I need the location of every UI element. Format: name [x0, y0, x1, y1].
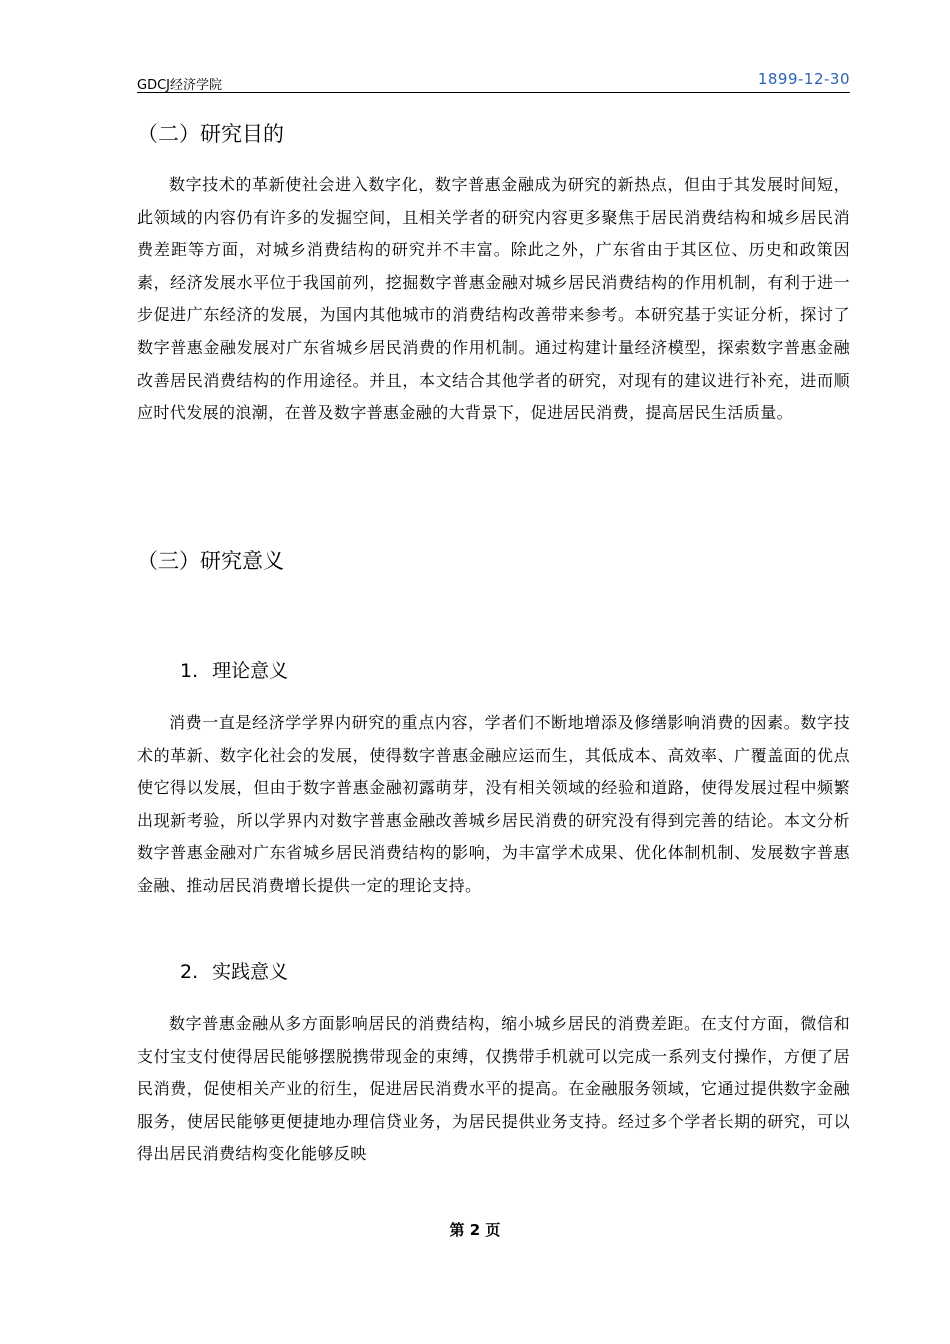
header-date: 1899-12-30	[757, 70, 850, 88]
section-title-significance: （三）研究意义	[137, 549, 284, 573]
subsection-number-theory: 1.	[180, 660, 199, 682]
paragraph-practice: 数字普惠金融从多方面影响居民的消费结构，缩小城乡居民的消费差距。在支付方面，微信和支付宝支付使得居民能够摆脱携带现金的束缚，仅携带手机就可以完成一系列支付操作，方便了居民消费，促使相关产业的衍生，促进居民消费水平的提高。在金融服务领域，它通过提供数字金融服务，使居民能够更便捷地办理信贷业务，为居民提供业务支持。经过多个学者长期的研究，可以得出居民消费结构变化能够反映	[137, 1014, 850, 1164]
subsection-title-theory	[180, 656, 288, 683]
subsection-title-practice	[180, 957, 288, 984]
page-number: 第 2 页	[449, 1221, 501, 1239]
paragraph-purpose: 数字技术的革新使社会进入数字化，数字普惠金融成为研究的新热点，但由于其发展时间短，此领域的内容仍有许多的发掘空间，且相关学者的研究内容更多聚焦于居民消费结构和城乡居民消费差距等方面，对城乡消费结构的研究并不丰富。除此之外，广东省由于其区位、历史和政策因素，经济发展水平位于我国前列，挖掘数字普惠金融对城乡居民消费结构的作用机制，有利于进一步促进广东经济的发展，为国内其他城市的消费结构改善带来参考。本研究基于实证分析，探讨了数字普惠金融发展对广东省城乡居民消费的作用机制。通过构建计量经济模型，探索数字普惠金融改善居民消费结构的作用途径。并且，本文结合其他学者的研究，对现有的建议进行补充，进而顺应时代发展的浪潮，在普及数字普惠金融的大背景下，促进居民消费，提高居民生活质量。	[137, 175, 850, 423]
page-header	[137, 70, 850, 93]
subsection-label-practice: 实践意义	[212, 961, 289, 983]
subsection-label-theory: 理论意义	[212, 660, 289, 682]
paragraph-theory: 消费一直是经济学学界内研究的重点内容，学者们不断地增添及修缮影响消费的因素。数字技术的革新、数字化社会的发展，使得数字普惠金融应运而生，其低成本、高效率、广覆盖面的优点使它得以发展，但由于数字普惠金融初露萌芽，没有相关领域的经验和道路，使得发展过程中频繁出现新考验，所以学界内对数字普惠金融改善城乡居民消费的研究没有得到完善的结论。本文分析数字普惠金融对广东省城乡居民消费结构的影响，为丰富学术成果、优化体制机制、发展数字普惠金融、推动居民消费增长提供一定的理论支持。	[137, 713, 850, 895]
section-title-purpose: （二）研究目的	[137, 122, 284, 146]
header-institution: GDCJ经济学院	[137, 78, 222, 93]
subsection-number-practice: 2.	[180, 961, 199, 983]
